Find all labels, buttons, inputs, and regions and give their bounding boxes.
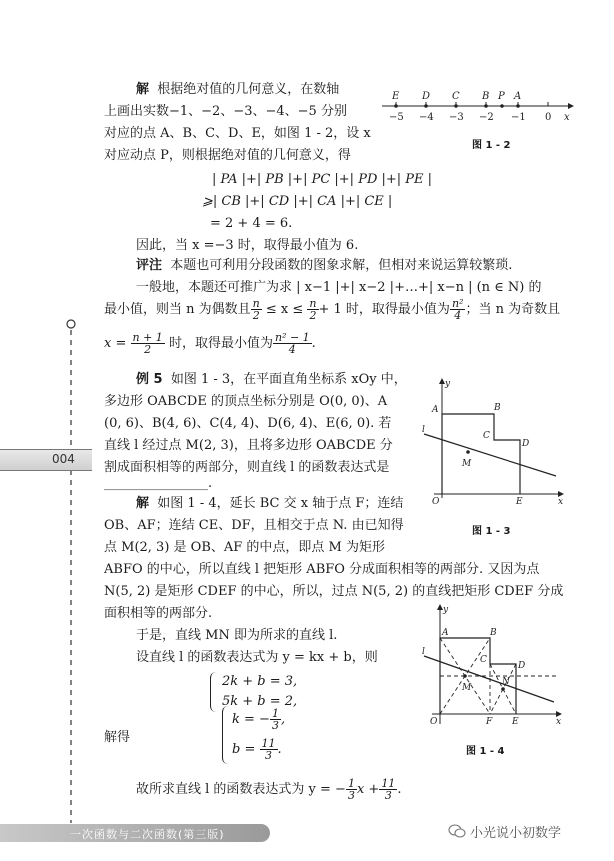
final-text: x + [356,782,380,797]
fig14-B-label: B [490,628,497,638]
fig14-A-label: A [442,628,449,638]
fig13-E-label: E [516,497,523,506]
solution1-line2: 上画出实数−1、−2、−3、−4、−5 分别 [104,104,347,119]
example5-line4: 直线 l 经过点 M(2, 3)，且将多边形 OABCDE 分 [104,438,393,453]
tick-label: −5 [389,112,404,123]
system-eq-2: 5k + b = 2, [222,694,298,709]
x-axis-label: x [564,112,570,123]
example5-line1 [136,372,407,388]
example5-text: 如图 1 - 3，在平面直角坐标系 xOy 中， [170,372,407,387]
comment-label: 评注 [136,258,163,273]
solution2-label: 解 [136,496,150,511]
fraction: $\frac{11}{3}$ [261,737,276,762]
final-text: 故所求直线 l 的函数表达式为 y = − [136,782,346,797]
solution2-setup: 设直线 l 的函数表达式为 y = kx + b，则 [136,650,378,665]
solution1-line1 [136,82,339,98]
wechat-icon [448,823,466,839]
point-E-label: E [392,91,400,102]
fraction: $\frac{\text{n²}}{4}$ [451,297,464,322]
comment-text: 时，取得最小值为 [168,336,273,351]
solution1-line3: 对应的点 A、B、C、D、E，如图 1 - 2，设 x [104,126,371,141]
comment-line3 [104,296,560,324]
point-P-label: P [498,91,505,102]
solution1-label: 解 [136,82,150,97]
comment-line4: x = $\frac{n + 1}{2}$ 时，取得最小值为 $\frac{\text{n² − 1}}{4}$ . [104,331,316,356]
point-A-label: A [514,91,522,102]
b-solution: b = $\frac{11}{3}$ . [232,737,282,762]
fig14-l-label: l [422,647,425,657]
solution-brace [222,706,228,764]
figure-1-3-caption: 图 1 - 3 [472,526,511,537]
fraction: $\frac{1}{3}$ [347,777,355,802]
comment-text: x = [104,336,127,351]
fig13-D-label: D [522,439,530,449]
watermark-account: 小光说小初数学 [470,826,562,841]
example5-line3: (0, 6)、B(4, 6)、C(4, 4)、D(6, 4)、E(6, 0). 若 [104,416,392,431]
page-number: 004 [52,452,75,466]
system-brace [210,672,216,712]
fig13-x-label: x [558,497,564,506]
solution2-line6: 面积相等的两部分. [104,606,213,621]
tick-label: −3 [449,112,464,123]
solution2-line4: ABFO 的中心，所以直线 l 把矩形 ABFO 分成面积相等的两部分. 又因为点 [104,562,540,577]
solution1-line4: 对应动点 P，则根据绝对值的几何意义，得 [104,148,351,163]
equation-2: ⩾| CB |+| CD |+| CA |+| CE | [202,194,393,209]
solution2-line3: 点 M(2, 3) 是 OB、AF 的中点，即点 M 为矩形 [104,540,385,555]
k-solution: k = − $\frac{1}{3}$ , [232,707,286,732]
fig13-C-label: C [483,431,490,441]
solution2-text: 如图 1 - 4，延长 BC 交 x 轴于点 F；连结 [157,496,404,511]
tick-label: −2 [479,112,494,123]
fraction: $\frac{11}{3}$ [381,777,396,802]
margin-dashed-line [64,318,80,828]
solution2-mn: 于是，直线 MN 即为所求的直线 l. [136,628,338,643]
comment-text-1: 本题也可利用分段函数的图象求解，但相对来说运算较繁琐. [170,258,513,273]
point-C-label: C [452,91,460,102]
fig14-N-label: N [502,677,510,687]
fig14-M-label: M [462,683,472,693]
fig14-D-label: D [518,661,526,671]
tick-label: 0 [545,112,552,123]
fraction: $\frac{n}{2}$ [252,297,260,322]
fig13-A-label: A [432,405,439,415]
comment-line2: 一般地，本题还可推广为求 | x−1 |+| x−2 |+…+| x−n | (n ∈ N) 的 [136,280,542,295]
point-B-label: B [482,91,490,102]
example5-line5: 割成面积相等的两部分，则直线 l 的函数表达式是 [104,460,390,475]
page-number-tab [0,449,92,471]
tick-label: −4 [419,112,434,123]
fraction: $\frac{\text{n² − 1}}{4}$ [274,331,310,356]
solve-label: 解得 [104,730,131,745]
system-eq-1: 2k + b = 3, [222,674,298,689]
fig13-l-label: l [422,425,425,435]
final-answer [136,778,401,802]
figure-1-4 [418,602,568,730]
figure-1-2-caption: 图 1 - 2 [472,140,511,151]
fig13-O-label: O [432,497,440,506]
example5-label: 例 5 [136,372,163,387]
final-text: . [397,782,402,797]
fig14-F-label: F [486,717,493,727]
comment-text: ；当 n 为奇数且 [465,302,561,317]
comment-text: ≤ x ≤ [265,302,304,317]
solution1-conclusion: 因此，当 x =−3 时，取得最小值为 6. [136,238,359,253]
fig14-y-label: y [443,605,449,615]
book-title: 一次函数与二次函数(第三版) [70,828,225,841]
tick-label: −1 [511,112,526,123]
figure-1-4-caption: 图 1 - 4 [466,746,505,757]
fig13-y-label: y [445,379,451,389]
fig14-x-label: x [556,717,562,727]
fig14-C-label: C [480,655,487,665]
fraction: $\frac{n}{2}$ [309,297,317,322]
example5-line2: 多边形 OABCDE 的顶点坐标分别是 O(0, 0)、A [104,394,388,409]
equation-1: | PA |+| PB |+| PC |+| PD |+| PE | [212,172,433,187]
comment-line1 [136,258,512,274]
solution2-line5: N(5, 2) 是矩形 CDEF 的中心，所以，过点 N(5, 2) 的直线把矩形 CDEF 分成 [104,584,564,599]
fraction: $\frac{n + 1}{2}$ [132,331,163,356]
fig13-B-label: B [494,403,501,413]
solution2-line2: OB、AF；连结 CE、DF，且相交于点 N. 由已知得 [104,518,404,533]
answer-blank: ________________. [104,476,213,491]
fraction: $\frac{1}{3}$ [271,707,279,732]
figure-1-3 [420,376,570,506]
solution2-line1 [136,496,403,512]
comment-text: 最小值，则当 n 为偶数且 [104,302,251,317]
fig14-E-label: E [512,717,519,727]
solution1-text-1: 根据绝对值的几何意义，在数轴 [157,82,340,97]
comment-text: + 1 时，取得最小值为 [318,302,450,317]
fig13-M-label: M [462,459,472,469]
fig14-O-label: O [430,717,438,727]
equation-3: = 2 + 4 = 6. [210,216,293,231]
point-D-label: D [422,91,431,102]
